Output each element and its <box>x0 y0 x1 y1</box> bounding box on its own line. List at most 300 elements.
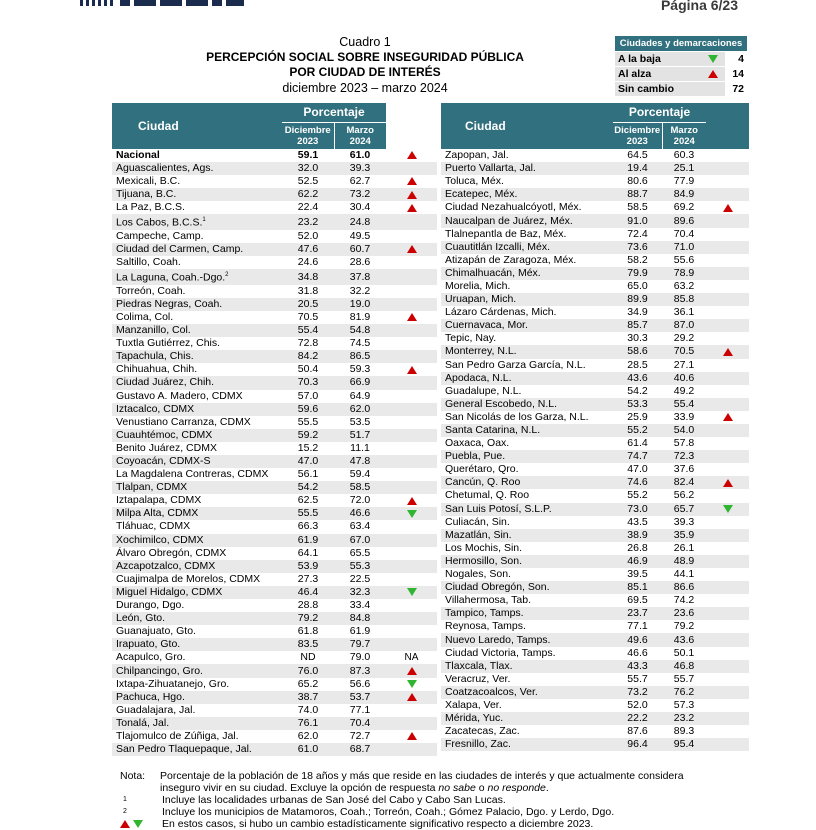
table-row <box>441 398 749 411</box>
value-dic-2023: 79.9 <box>613 267 662 280</box>
trend-indicator <box>706 725 749 738</box>
table-row <box>112 534 437 547</box>
table-row <box>112 481 437 494</box>
city-name: Guadalajara, Jal. <box>112 704 282 717</box>
table-row <box>112 429 437 442</box>
arrow-up-icon <box>407 191 417 199</box>
city-name: Ciudad Nezahualcóyotl, Méx. <box>441 201 613 214</box>
city-name: Pachuca, Hgo. <box>112 691 282 704</box>
value-mar-2024: 70.5 <box>662 345 706 358</box>
value-dic-2023: 62.0 <box>282 730 334 743</box>
table-row <box>441 424 749 437</box>
value-mar-2024: 57.3 <box>662 699 706 712</box>
city-name: Puerto Vallarta, Jal. <box>441 162 613 175</box>
trend-indicator <box>706 319 749 332</box>
value-dic-2023: 53.9 <box>282 560 334 573</box>
arrow-up-icon <box>723 348 733 356</box>
trend-indicator <box>706 686 749 699</box>
trend-indicator <box>386 560 437 573</box>
city-name: Fresnillo, Zac. <box>441 738 613 751</box>
trend-indicator <box>706 673 749 686</box>
trend-indicator <box>706 398 749 411</box>
table-row <box>441 201 749 214</box>
table-row <box>112 494 437 507</box>
trend-indicator <box>706 738 749 751</box>
city-name: Ciudad Obregón, Son. <box>441 581 613 594</box>
trend-indicator <box>386 704 437 717</box>
trend-indicator <box>386 612 437 625</box>
value-mar-2024: 84.8 <box>334 612 386 625</box>
value-dic-2023: 54.2 <box>282 481 334 494</box>
table-row <box>441 162 749 175</box>
table-row <box>112 507 437 520</box>
trend-indicator <box>706 411 749 424</box>
table-row <box>441 647 749 660</box>
value-dic-2023: 47.0 <box>613 463 662 476</box>
value-dic-2023: 55.5 <box>282 507 334 520</box>
value-mar-2024: 89.3 <box>662 725 706 738</box>
value-dic-2023: 55.2 <box>613 424 662 437</box>
table-row <box>112 214 437 230</box>
city-name: Benito Juárez, CDMX <box>112 442 282 455</box>
col-header-ciudad: Ciudad <box>441 103 613 149</box>
value-mar-2024: 46.8 <box>662 660 706 673</box>
value-dic-2023: 59.1 <box>282 149 334 162</box>
footnote-1: Incluye las localidades urbanas de San José del Cabo y Cabo San Lucas. <box>162 794 506 806</box>
value-dic-2023: 65.0 <box>613 280 662 293</box>
value-dic-2023: 38.7 <box>282 691 334 704</box>
city-name: Iztacalco, CDMX <box>112 403 282 416</box>
arrow-up-icon <box>407 204 417 212</box>
city-name: Irapuato, Gto. <box>112 638 282 651</box>
trend-indicator <box>706 214 749 227</box>
trend-indicator <box>386 376 437 389</box>
value-dic-2023: 58.5 <box>613 201 662 214</box>
trend-indicator <box>706 712 749 725</box>
trend-indicator <box>706 385 749 398</box>
value-dic-2023: 61.9 <box>282 534 334 547</box>
summary-table <box>615 36 747 97</box>
value-dic-2023: 64.1 <box>282 547 334 560</box>
value-dic-2023: 91.0 <box>613 214 662 227</box>
value-dic-2023: 62.5 <box>282 494 334 507</box>
value-dic-2023: 32.0 <box>282 162 334 175</box>
table-row <box>112 324 437 337</box>
city-name: La Magdalena Contreras, CDMX <box>112 468 282 481</box>
table-row <box>112 390 437 403</box>
trend-indicator <box>386 730 437 743</box>
trend-indicator <box>706 149 749 162</box>
col-header-ciudad: Ciudad <box>112 103 282 149</box>
city-name: Cuauhtémoc, CDMX <box>112 429 282 442</box>
table-row <box>112 188 437 201</box>
value-mar-2024: 47.8 <box>334 455 386 468</box>
city-name: Cuautitlán Izcalli, Méx. <box>441 241 613 254</box>
trend-indicator <box>706 372 749 385</box>
value-mar-2024: 79.2 <box>662 620 706 633</box>
value-mar-2024: 51.7 <box>334 429 386 442</box>
value-mar-2024: 37.8 <box>334 269 386 285</box>
trend-indicator <box>706 555 749 568</box>
value-dic-2023: 55.5 <box>282 416 334 429</box>
city-name: Azcapotzalco, CDMX <box>112 560 282 573</box>
city-name: Ciudad del Carmen, Camp. <box>112 243 282 256</box>
city-name: Cuajimalpa de Morelos, CDMX <box>112 573 282 586</box>
city-name: Torreón, Coah. <box>112 285 282 298</box>
table-row <box>112 298 437 311</box>
arrow-up-icon <box>407 177 417 185</box>
value-mar-2024: 70.4 <box>334 717 386 730</box>
trend-indicator <box>386 363 437 376</box>
value-mar-2024: 86.5 <box>334 350 386 363</box>
trend-indicator <box>386 481 437 494</box>
city-name: Guanajuato, Gto. <box>112 625 282 638</box>
city-name: Santa Catarina, N.L. <box>441 424 613 437</box>
trend-indicator <box>706 437 749 450</box>
city-name: Tepic, Nay. <box>441 332 613 345</box>
value-dic-2023: 19.4 <box>613 162 662 175</box>
summary-value: 72 <box>725 82 747 97</box>
arrow-down-icon <box>407 588 417 596</box>
table-row <box>441 594 749 607</box>
trend-indicator <box>706 267 749 280</box>
trend-indicator <box>386 573 437 586</box>
value-mar-2024: 24.8 <box>334 214 386 230</box>
table-row <box>112 560 437 573</box>
value-mar-2024: 30.4 <box>334 201 386 214</box>
city-name: Colima, Col. <box>112 311 282 324</box>
city-name: Nogales, Son. <box>441 568 613 581</box>
value-mar-2024: 54.8 <box>334 324 386 337</box>
value-dic-2023: 53.3 <box>613 398 662 411</box>
trend-indicator <box>386 416 437 429</box>
note-main: Porcentaje de la población de 18 años y más que reside en las ciudades de interés y que actualmente considera inseguro vivir en su ciudad. Excluye la opción de respuesta no sabe o no responde. <box>160 770 684 794</box>
arrow-down-icon <box>407 510 417 518</box>
value-mar-2024: 35.9 <box>662 529 706 542</box>
value-mar-2024: 55.7 <box>662 673 706 686</box>
trend-indicator <box>706 359 749 372</box>
value-mar-2024: 74.5 <box>334 337 386 350</box>
cities-table-left <box>112 103 437 756</box>
value-mar-2024: 77.9 <box>662 175 706 188</box>
city-name: Tlaxcala, Tlax. <box>441 660 613 673</box>
value-mar-2024: 84.9 <box>662 188 706 201</box>
value-mar-2024: 74.2 <box>662 594 706 607</box>
city-name: Tlajomulco de Zúñiga, Jal. <box>112 730 282 743</box>
value-mar-2024: 64.9 <box>334 390 386 403</box>
arrow-up-icon <box>723 204 733 212</box>
value-dic-2023: 38.9 <box>613 529 662 542</box>
value-mar-2024: 19.0 <box>334 298 386 311</box>
trend-indicator <box>386 520 437 533</box>
city-name: Álvaro Obregón, CDMX <box>112 547 282 560</box>
value-dic-2023: 57.0 <box>282 390 334 403</box>
arrow-up-icon <box>120 820 130 828</box>
table-row <box>112 403 437 416</box>
summary-label: A la baja <box>615 52 701 67</box>
city-name: Chihuahua, Chih. <box>112 363 282 376</box>
value-dic-2023: 31.8 <box>282 285 334 298</box>
arrow-down-icon <box>723 505 733 513</box>
city-name: Mexicali, B.C. <box>112 175 282 188</box>
value-mar-2024: 77.1 <box>334 704 386 717</box>
value-dic-2023: 30.3 <box>613 332 662 345</box>
table-row <box>112 468 437 481</box>
trend-indicator <box>706 463 749 476</box>
value-dic-2023: 55.2 <box>613 489 662 502</box>
city-name: Nuevo Laredo, Tamps. <box>441 633 613 646</box>
table-row <box>441 712 749 725</box>
trend-indicator <box>386 214 437 230</box>
value-dic-2023: 55.4 <box>282 324 334 337</box>
col-header-porcentaje: Porcentaje <box>613 103 706 122</box>
trend-indicator <box>386 547 437 560</box>
value-mar-2024: 59.4 <box>334 468 386 481</box>
trend-indicator <box>706 594 749 607</box>
value-mar-2024: 71.0 <box>662 241 706 254</box>
value-mar-2024: 37.6 <box>662 463 706 476</box>
cities-table-right <box>441 103 749 751</box>
col-header-diciembre: Diciembre 2023 <box>613 122 662 149</box>
title-line-1: Cuadro 1 <box>339 35 391 49</box>
trend-indicator <box>386 230 437 243</box>
city-name: Campeche, Camp. <box>112 230 282 243</box>
title-line-3: POR CIUDAD DE INTERÉS <box>289 65 441 79</box>
value-mar-2024: 32.3 <box>334 586 386 599</box>
table-row <box>441 437 749 450</box>
value-dic-2023: 52.5 <box>282 175 334 188</box>
arrow-up-icon <box>723 413 733 421</box>
city-name: Mérida, Yuc. <box>441 712 613 725</box>
city-name: Toluca, Méx. <box>441 175 613 188</box>
table-row <box>112 691 437 704</box>
table-row <box>441 463 749 476</box>
city-name: Aguascalientes, Ags. <box>112 162 282 175</box>
value-dic-2023: 22.2 <box>613 712 662 725</box>
table-row <box>441 503 749 516</box>
city-name: Saltillo, Coah. <box>112 256 282 269</box>
footnote-mark: 1 <box>123 796 127 803</box>
col-header-diciembre: Diciembre 2023 <box>282 122 334 149</box>
city-name: Acapulco, Gro. <box>112 651 282 664</box>
table-row <box>441 345 749 358</box>
value-mar-2024: 49.2 <box>662 385 706 398</box>
value-mar-2024: 55.6 <box>662 254 706 267</box>
value-mar-2024: 69.2 <box>662 201 706 214</box>
value-mar-2024: 28.6 <box>334 256 386 269</box>
value-mar-2024: 25.1 <box>662 162 706 175</box>
trend-indicator <box>706 175 749 188</box>
table-row <box>441 489 749 502</box>
value-dic-2023: 25.9 <box>613 411 662 424</box>
trend-indicator <box>706 699 749 712</box>
value-dic-2023: 89.9 <box>613 293 662 306</box>
arrow-down-icon <box>407 680 417 688</box>
city-name: Tonalá, Jal. <box>112 717 282 730</box>
table-row <box>112 573 437 586</box>
col-header-marzo: Marzo 2024 <box>662 122 706 149</box>
trend-indicator <box>706 568 749 581</box>
value-mar-2024: 70.4 <box>662 228 706 241</box>
trend-indicator <box>386 651 437 664</box>
value-dic-2023: 43.3 <box>613 660 662 673</box>
table-row <box>441 738 749 751</box>
value-mar-2024: 57.8 <box>662 437 706 450</box>
value-mar-2024: 44.1 <box>662 568 706 581</box>
table-row <box>441 633 749 646</box>
footnote-ref: 1 <box>202 217 206 224</box>
table-row <box>112 269 437 285</box>
city-name: Tláhuac, CDMX <box>112 520 282 533</box>
value-mar-2024: 68.7 <box>334 743 386 756</box>
table-row <box>112 664 437 677</box>
value-mar-2024: 58.5 <box>334 481 386 494</box>
value-mar-2024: 26.1 <box>662 542 706 555</box>
value-dic-2023: 27.3 <box>282 573 334 586</box>
value-mar-2024: 53.5 <box>334 416 386 429</box>
city-name: Atizapán de Zaragoza, Méx. <box>441 254 613 267</box>
city-name: Naucalpan de Juárez, Méx. <box>441 214 613 227</box>
trend-indicator <box>386 390 437 403</box>
table-row <box>112 612 437 625</box>
value-dic-2023: 26.8 <box>613 542 662 555</box>
table-row <box>441 673 749 686</box>
table-row <box>441 149 749 162</box>
value-dic-2023: 43.6 <box>613 372 662 385</box>
value-mar-2024: 62.0 <box>334 403 386 416</box>
city-name: Zapopan, Jal. <box>441 149 613 162</box>
value-dic-2023: 79.2 <box>282 612 334 625</box>
value-mar-2024: 59.3 <box>334 363 386 376</box>
value-mar-2024: 79.0 <box>334 651 386 664</box>
value-dic-2023: 46.6 <box>613 647 662 660</box>
table-row <box>441 254 749 267</box>
value-dic-2023: 43.5 <box>613 516 662 529</box>
trend-indicator <box>706 476 749 489</box>
city-name: Lázaro Cárdenas, Mich. <box>441 306 613 319</box>
trend-indicator <box>706 647 749 660</box>
trend-indicator <box>706 162 749 175</box>
city-name: Los Cabos, B.C.S.$^1$ <box>112 214 282 230</box>
table-row <box>112 717 437 730</box>
trend-indicator <box>706 607 749 620</box>
value-mar-2024: 85.8 <box>662 293 706 306</box>
value-mar-2024: 33.4 <box>334 599 386 612</box>
value-dic-2023: 49.6 <box>613 633 662 646</box>
trend-indicator <box>386 586 437 599</box>
trend-indicator <box>386 691 437 704</box>
city-name: Milpa Alta, CDMX <box>112 507 282 520</box>
table-row <box>112 678 437 691</box>
value-dic-2023: 66.3 <box>282 520 334 533</box>
value-dic-2023: 76.0 <box>282 664 334 677</box>
notes <box>120 770 760 830</box>
table-row <box>112 311 437 324</box>
table-row <box>441 306 749 319</box>
table-row <box>441 476 749 489</box>
page-number: Página 6/23 <box>660 0 738 13</box>
table-row <box>112 162 437 175</box>
table-row <box>112 743 437 756</box>
value-mar-2024: 87.3 <box>334 664 386 677</box>
value-mar-2024: 60.3 <box>662 149 706 162</box>
arrows-legend <box>120 818 162 830</box>
trend-indicator <box>386 442 437 455</box>
arrow-up-icon <box>407 366 417 374</box>
table-row <box>112 201 437 214</box>
city-name: Coyoacán, CDMX-S <box>112 455 282 468</box>
value-dic-2023: 69.5 <box>613 594 662 607</box>
arrow-down-icon <box>133 820 143 828</box>
value-dic-2023: 73.6 <box>613 241 662 254</box>
city-name: General Escobedo, N.L. <box>441 398 613 411</box>
title-line-4: diciembre 2023 – marzo 2024 <box>282 81 448 95</box>
table-row <box>441 568 749 581</box>
arrow-down-icon <box>708 55 718 63</box>
value-dic-2023: 46.4 <box>282 586 334 599</box>
city-name: Tlalnepantla de Baz, Méx. <box>441 228 613 241</box>
trend-indicator <box>386 468 437 481</box>
trend-indicator <box>706 581 749 594</box>
city-name: La Laguna, Coah.-Dgo.$^2$ <box>112 269 282 285</box>
trend-indicator <box>706 293 749 306</box>
trend-indicator <box>386 149 437 162</box>
table-row <box>441 241 749 254</box>
city-name: Tampico, Tamps. <box>441 607 613 620</box>
value-dic-2023: 61.4 <box>613 437 662 450</box>
city-name: Guadalupe, N.L. <box>441 385 613 398</box>
value-dic-2023: 23.7 <box>613 607 662 620</box>
title-line-2: PERCEPCIÓN SOCIAL SOBRE INSEGURIDAD PÚBLICA <box>206 50 524 64</box>
trend-indicator <box>386 717 437 730</box>
table-row <box>112 149 437 162</box>
value-dic-2023: 58.2 <box>613 254 662 267</box>
city-name: Chilpancingo, Gro. <box>112 664 282 677</box>
city-name: Hermosillo, Son. <box>441 555 613 568</box>
table-row <box>441 660 749 673</box>
value-mar-2024: 22.5 <box>334 573 386 586</box>
summary-label: Sin cambio <box>615 82 701 97</box>
value-dic-2023: 70.3 <box>282 376 334 389</box>
table-row <box>441 332 749 345</box>
value-dic-2023: 74.6 <box>613 476 662 489</box>
value-mar-2024: 62.7 <box>334 175 386 188</box>
trend-indicator <box>706 660 749 673</box>
value-mar-2024: 66.9 <box>334 376 386 389</box>
value-mar-2024: 78.9 <box>662 267 706 280</box>
value-dic-2023: 85.1 <box>613 581 662 594</box>
value-mar-2024: 86.6 <box>662 581 706 594</box>
na-label: NA <box>404 652 419 664</box>
value-dic-2023: 74.7 <box>613 450 662 463</box>
value-mar-2024: 63.4 <box>334 520 386 533</box>
arrow-up-icon <box>723 479 733 487</box>
arrow-up-icon <box>407 151 417 159</box>
value-dic-2023: 87.6 <box>613 725 662 738</box>
footnote-mark: 2 <box>123 808 127 815</box>
trend-indicator <box>706 201 749 214</box>
trend-indicator <box>386 507 437 520</box>
value-mar-2024: 27.1 <box>662 359 706 372</box>
value-mar-2024: 72.0 <box>334 494 386 507</box>
value-dic-2023: 65.2 <box>282 678 334 691</box>
trend-indicator <box>386 743 437 756</box>
value-mar-2024: 79.7 <box>334 638 386 651</box>
city-name: Piedras Negras, Coah. <box>112 298 282 311</box>
city-name: Coatzacoalcos, Ver. <box>441 686 613 699</box>
footnote-ref: 2 <box>225 272 229 279</box>
arrow-up-icon <box>407 313 417 321</box>
